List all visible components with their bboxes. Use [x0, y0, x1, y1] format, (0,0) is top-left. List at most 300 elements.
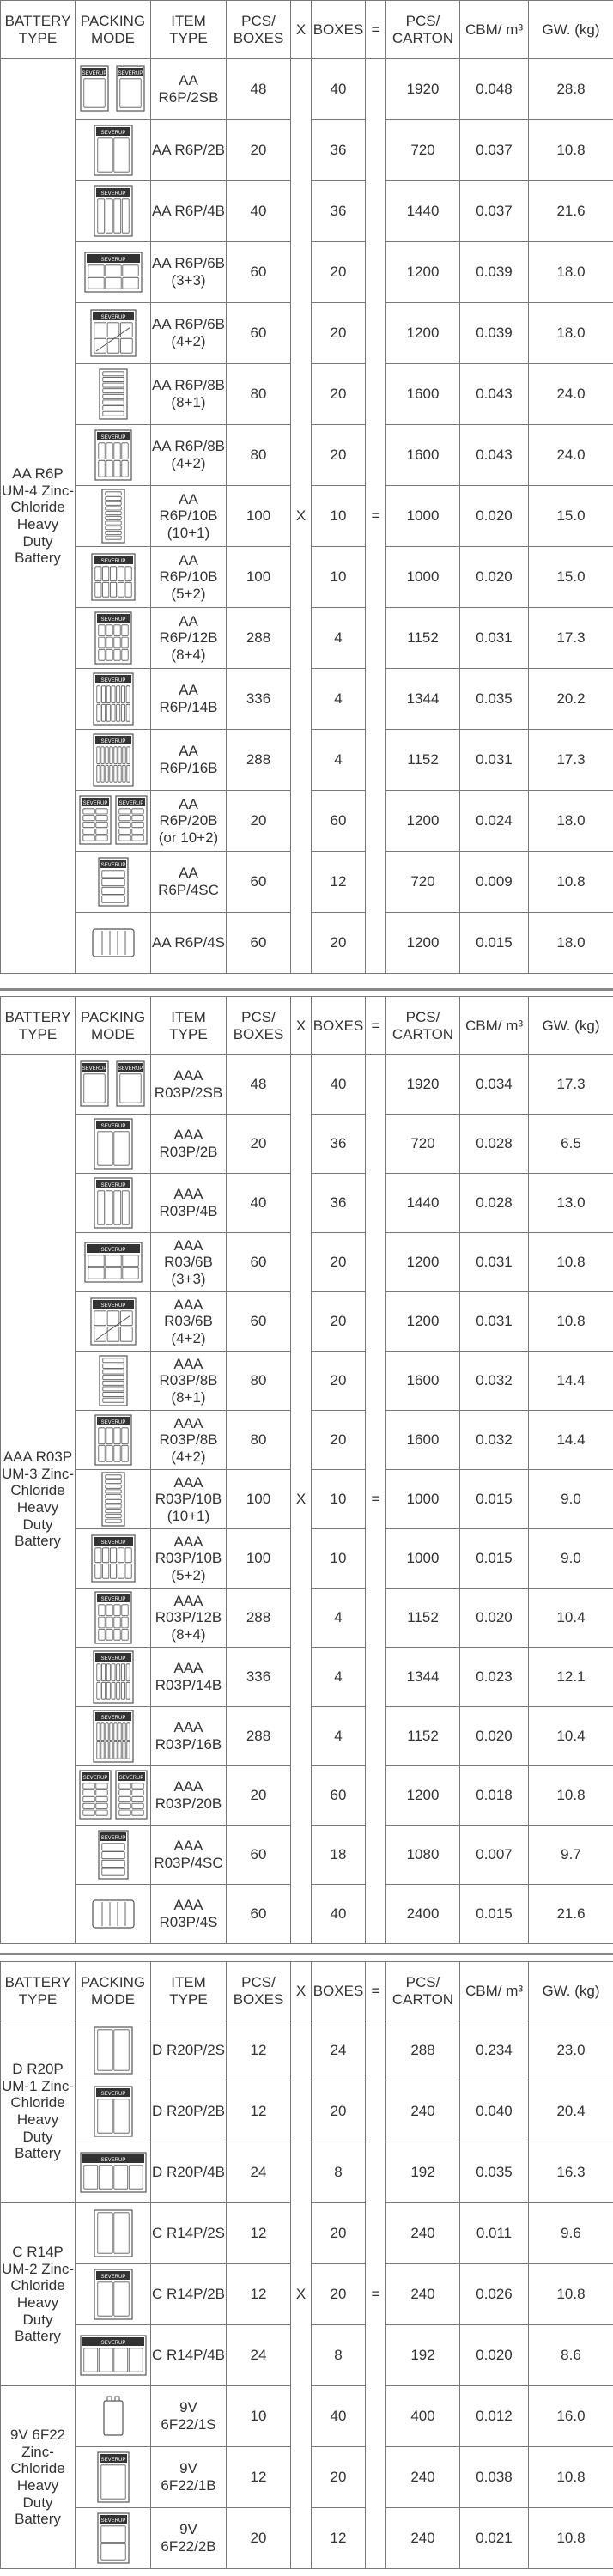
packing-mode-cell — [76, 608, 151, 669]
gross-weight-cell: 16.0 — [529, 2386, 613, 2447]
cbm-cell: 0.024 — [460, 791, 529, 852]
packing-mode-cell — [76, 1885, 151, 1944]
item-type-cell: AA R6P/14B — [151, 669, 227, 730]
aa-spec-section — [0, 0, 613, 974]
pcs-boxes-cell: 12 — [227, 2081, 291, 2142]
battery-pack-icon — [76, 1117, 150, 1170]
gross-weight-cell: 14.4 — [529, 1352, 613, 1411]
header-item-type: ITEM TYPE — [151, 1962, 227, 2020]
gross-weight-cell: 10.8 — [529, 2447, 613, 2508]
item-type-cell: AA R6P/20B (or 10+2) — [151, 791, 227, 852]
gross-weight-cell: 15.0 — [529, 486, 613, 547]
packing-mode-cell — [76, 303, 151, 364]
cbm-cell: 0.037 — [460, 181, 529, 242]
packing-mode-cell — [76, 1826, 151, 1885]
packing-mode-cell — [76, 791, 151, 852]
item-type-cell: C R14P/2B — [151, 2264, 227, 2325]
pcs-boxes-cell: 20 — [227, 1766, 291, 1826]
battery-pack-icon — [76, 251, 150, 294]
pcs-carton-cell: 240 — [386, 2447, 460, 2508]
pcs-carton-cell: 240 — [386, 2203, 460, 2264]
gross-weight-cell: 20.4 — [529, 2081, 613, 2142]
pcs-boxes-cell: 48 — [227, 1055, 291, 1115]
svg-text:SEVERUP: SEVERUP — [100, 2275, 125, 2280]
table-row — [1, 2020, 613, 2081]
header-cbm: CBM/ m³ — [460, 1962, 529, 2020]
boxes-cell: 8 — [312, 2142, 366, 2203]
battery-pack-icon — [76, 671, 150, 726]
svg-text:SEVERUP: SEVERUP — [100, 2092, 125, 2097]
cbm-cell: 0.020 — [460, 547, 529, 608]
svg-text:SEVERUP: SEVERUP — [100, 2518, 125, 2524]
item-type-cell: D R20P/4B — [151, 2142, 227, 2203]
battery-type-cell: AA R6P UM-4 Zinc-Chloride Heavy Duty Battery — [1, 59, 76, 974]
svg-text:SEVERUP: SEVERUP — [100, 2158, 125, 2163]
cbm-cell: 0.028 — [460, 1174, 529, 1233]
header-item-type: ITEM TYPE — [151, 997, 227, 1055]
gross-weight-cell: 8.6 — [529, 2325, 613, 2386]
equals-sign: = — [366, 2020, 386, 2569]
packing-mode-cell — [76, 2142, 151, 2203]
gross-weight-cell: 14.4 — [529, 1411, 613, 1470]
gross-weight-cell: 10.4 — [529, 1589, 613, 1648]
item-type-cell: AA R6P/12B (8+4) — [151, 608, 227, 669]
packing-mode-cell — [76, 2081, 151, 2142]
cbm-cell: 0.038 — [460, 2447, 529, 2508]
cbm-cell: 0.015 — [460, 1885, 529, 1944]
battery-pack-icon — [76, 2208, 150, 2258]
boxes-cell: 20 — [312, 913, 366, 974]
cbm-cell: 0.048 — [460, 59, 529, 120]
pcs-carton-cell: 2400 — [386, 1885, 460, 1944]
packing-mode-cell — [76, 2508, 151, 2569]
battery-pack-icon — [76, 732, 150, 787]
section-divider — [0, 988, 613, 991]
item-type-cell: 9V 6F22/2B — [151, 2508, 227, 2569]
pcs-boxes-cell: 60 — [227, 913, 291, 974]
gross-weight-cell: 13.0 — [529, 1174, 613, 1233]
battery-pack-icon — [76, 1241, 150, 1284]
aaa-spec-table — [0, 996, 613, 1944]
gross-weight-cell: 10.8 — [529, 1766, 613, 1826]
header-packing-mode: PACKING MODE — [76, 997, 151, 1055]
item-type-cell: AAA R03P/14B — [151, 1648, 227, 1707]
battery-pack-icon — [76, 1413, 150, 1467]
packing-mode-cell — [76, 364, 151, 425]
pcs-carton-cell: 1200 — [386, 242, 460, 303]
battery-pack-icon — [76, 124, 150, 177]
table-header-row — [1, 1, 613, 59]
gross-weight-cell: 17.3 — [529, 608, 613, 669]
item-type-cell: AA R6P/2B — [151, 120, 227, 181]
svg-text:SEVERUP: SEVERUP — [100, 1303, 125, 1309]
pcs-carton-cell: 240 — [386, 2264, 460, 2325]
header-gross-weight: GW. (kg) — [529, 1, 613, 59]
packing-mode-cell — [76, 2020, 151, 2081]
pcs-carton-cell: 192 — [386, 2142, 460, 2203]
multiply-sign: X — [291, 59, 312, 974]
pcs-carton-cell: 1200 — [386, 913, 460, 974]
boxes-cell: 36 — [312, 120, 366, 181]
battery-pack-icon — [76, 2334, 150, 2377]
battery-type-cell: C R14P UM-2 Zinc-Chloride Heavy Duty Battery — [1, 2203, 76, 2386]
pcs-carton-cell: 1200 — [386, 1766, 460, 1826]
header-cbm: CBM/ m³ — [460, 997, 529, 1055]
header-packing-mode: PACKING MODE — [76, 1962, 151, 2020]
battery-pack-icon — [76, 1829, 150, 1880]
table-header-row — [1, 997, 613, 1055]
pcs-carton-cell: 1600 — [386, 364, 460, 425]
pcs-carton-cell: 1152 — [386, 608, 460, 669]
battery-pack-icon — [76, 1060, 150, 1109]
pcs-boxes-cell: 60 — [227, 1292, 291, 1352]
packing-mode-cell — [76, 1707, 151, 1766]
pcs-boxes-cell: 10 — [227, 2386, 291, 2447]
d-c-9v-spec-section — [0, 1961, 613, 2569]
boxes-cell: 36 — [312, 181, 366, 242]
cbm-cell: 0.015 — [460, 1529, 529, 1589]
battery-pack-icon — [76, 2512, 150, 2565]
item-type-cell: 9V 6F22/1S — [151, 2386, 227, 2447]
pcs-boxes-cell: 80 — [227, 1352, 291, 1411]
battery-pack-icon — [76, 1897, 150, 1931]
battery-pack-icon — [76, 2151, 150, 2194]
boxes-cell: 4 — [312, 1707, 366, 1766]
header-battery-type: BATTERY TYPE — [1, 997, 76, 1055]
multiply-sign: X — [291, 2020, 312, 2569]
boxes-cell: 20 — [312, 425, 366, 486]
item-type-cell: AAA R03P/4B — [151, 1174, 227, 1233]
gross-weight-cell: 21.6 — [529, 181, 613, 242]
item-type-cell: AA R6P/4B — [151, 181, 227, 242]
pcs-boxes-cell: 100 — [227, 1470, 291, 1529]
pcs-carton-cell: 1200 — [386, 791, 460, 852]
pcs-carton-cell: 1344 — [386, 1648, 460, 1707]
cbm-cell: 0.012 — [460, 2386, 529, 2447]
equals-sign: = — [366, 59, 386, 974]
pcs-boxes-cell: 60 — [227, 303, 291, 364]
pcs-carton-cell: 1000 — [386, 1529, 460, 1589]
svg-text:SEVERUP: SEVERUP — [100, 1836, 125, 1841]
packing-mode-cell — [76, 2325, 151, 2386]
pcs-boxes-cell: 288 — [227, 1589, 291, 1648]
pcs-boxes-cell: 20 — [227, 791, 291, 852]
pcs-boxes-cell: 20 — [227, 120, 291, 181]
pcs-carton-cell: 1000 — [386, 547, 460, 608]
boxes-cell: 60 — [312, 1766, 366, 1826]
packing-mode-cell — [76, 852, 151, 913]
boxes-cell: 20 — [312, 2203, 366, 2264]
gross-weight-cell: 10.8 — [529, 1233, 613, 1292]
header-multiply: X — [291, 1962, 312, 2020]
gross-weight-cell: 23.0 — [529, 2020, 613, 2081]
pcs-carton-cell: 1200 — [386, 303, 460, 364]
packing-mode-cell — [76, 913, 151, 974]
packing-mode-cell — [76, 1233, 151, 1292]
cbm-cell: 0.020 — [460, 1707, 529, 1766]
header-item-type: ITEM TYPE — [151, 1, 227, 59]
pcs-boxes-cell: 80 — [227, 425, 291, 486]
item-type-cell: AAA R03P/8B (4+2) — [151, 1411, 227, 1470]
boxes-cell: 12 — [312, 852, 366, 913]
packing-mode-cell — [76, 1352, 151, 1411]
svg-text:SEVERUP: SEVERUP — [100, 1597, 125, 1602]
packing-mode-cell — [76, 547, 151, 608]
battery-pack-icon — [76, 64, 150, 114]
item-type-cell: 9V 6F22/1B — [151, 2447, 227, 2508]
header-multiply: X — [291, 1, 312, 59]
packing-mode-cell — [76, 1115, 151, 1174]
battery-pack-icon — [76, 2451, 150, 2504]
header-gross-weight: GW. (kg) — [529, 1962, 613, 2020]
battery-pack-icon — [76, 1534, 150, 1583]
cbm-cell: 0.031 — [460, 1292, 529, 1352]
svg-text:SEVERUP: SEVERUP — [100, 258, 125, 263]
boxes-cell: 4 — [312, 608, 366, 669]
battery-pack-icon — [76, 1176, 150, 1230]
cbm-cell: 0.039 — [460, 303, 529, 364]
boxes-cell: 20 — [312, 1292, 366, 1352]
packing-mode-cell — [76, 425, 151, 486]
pcs-boxes-cell: 60 — [227, 1826, 291, 1885]
gross-weight-cell: 10.8 — [529, 2508, 613, 2569]
cbm-cell: 0.040 — [460, 2081, 529, 2142]
pcs-carton-cell: 192 — [386, 2325, 460, 2386]
gross-weight-cell: 9.6 — [529, 2203, 613, 2264]
pcs-carton-cell: 1920 — [386, 1055, 460, 1115]
pcs-carton-cell: 1920 — [386, 59, 460, 120]
pcs-carton-cell: 288 — [386, 2020, 460, 2081]
boxes-cell: 18 — [312, 1826, 366, 1885]
svg-text:SEVERUP: SEVERUP — [100, 1124, 125, 1129]
boxes-cell: 36 — [312, 1115, 366, 1174]
battery-pack-icon — [76, 794, 150, 848]
gross-weight-cell: 18.0 — [529, 913, 613, 974]
item-type-cell: AAA R03P/2B — [151, 1115, 227, 1174]
cbm-cell: 0.011 — [460, 2203, 529, 2264]
item-type-cell: AAA R03/6B (4+2) — [151, 1292, 227, 1352]
header-pcs-boxes: PCS/ BOXES — [227, 1, 291, 59]
header-packing-mode: PACKING MODE — [76, 1, 151, 59]
battery-type-cell: 9V 6F22 Zinc-Chloride Heavy Duty Battery — [1, 2386, 76, 2569]
cbm-cell: 0.031 — [460, 730, 529, 791]
svg-text:SEVERUP: SEVERUP — [100, 191, 125, 197]
boxes-cell: 4 — [312, 669, 366, 730]
item-type-cell: AA R6P/4SC — [151, 852, 227, 913]
pcs-boxes-cell: 60 — [227, 1885, 291, 1944]
svg-text:SEVERUP: SEVERUP — [100, 559, 125, 564]
item-type-cell: D R20P/2B — [151, 2081, 227, 2142]
pcs-boxes-cell: 12 — [227, 2264, 291, 2325]
pcs-carton-cell: 1600 — [386, 425, 460, 486]
pcs-carton-cell: 1344 — [386, 669, 460, 730]
pcs-boxes-cell: 60 — [227, 852, 291, 913]
pcs-boxes-cell: 80 — [227, 364, 291, 425]
packing-mode-cell — [76, 1174, 151, 1233]
svg-text:SEVERUP: SEVERUP — [100, 1716, 125, 1721]
battery-pack-icon — [76, 1354, 150, 1407]
item-type-cell: AAA R03P/8B (8+1) — [151, 1352, 227, 1411]
pcs-boxes-cell: 336 — [227, 669, 291, 730]
header-pcs-carton: PCS/ CARTON — [386, 1, 460, 59]
pcs-carton-cell: 400 — [386, 2386, 460, 2447]
pcs-carton-cell: 720 — [386, 1115, 460, 1174]
svg-text:SEVERUP: SEVERUP — [100, 1183, 125, 1188]
cbm-cell: 0.020 — [460, 1589, 529, 1648]
boxes-cell: 4 — [312, 1589, 366, 1648]
gross-weight-cell: 18.0 — [529, 791, 613, 852]
cbm-cell: 0.034 — [460, 1055, 529, 1115]
cbm-cell: 0.032 — [460, 1411, 529, 1470]
packing-mode-cell — [76, 2386, 151, 2447]
cbm-cell: 0.043 — [460, 364, 529, 425]
item-type-cell: C R14P/4B — [151, 2325, 227, 2386]
svg-text:SEVERUP: SEVERUP — [100, 678, 125, 683]
packing-mode-cell — [76, 730, 151, 791]
cbm-cell: 0.035 — [460, 669, 529, 730]
boxes-cell: 40 — [312, 1055, 366, 1115]
pcs-carton-cell: 1152 — [386, 730, 460, 791]
item-type-cell: AAA R03P/2SB — [151, 1055, 227, 1115]
svg-text:SEVERUP: SEVERUP — [100, 1540, 125, 1546]
gross-weight-cell: 10.8 — [529, 852, 613, 913]
boxes-cell: 60 — [312, 791, 366, 852]
boxes-cell: 10 — [312, 1470, 366, 1529]
boxes-cell: 4 — [312, 730, 366, 791]
boxes-cell: 20 — [312, 364, 366, 425]
item-type-cell: AAA R03P/10B (10+1) — [151, 1470, 227, 1529]
svg-text:SEVERUP: SEVERUP — [118, 801, 143, 806]
svg-text:SEVERUP: SEVERUP — [118, 1066, 143, 1072]
aaa-spec-section — [0, 996, 613, 1944]
boxes-cell: 20 — [312, 242, 366, 303]
svg-text:SEVERUP: SEVERUP — [100, 315, 125, 320]
gross-weight-cell: 9.0 — [529, 1470, 613, 1529]
table-header-row — [1, 1962, 613, 2020]
cbm-cell: 0.039 — [460, 242, 529, 303]
packing-mode-cell — [76, 1648, 151, 1707]
gross-weight-cell: 17.3 — [529, 730, 613, 791]
battery-pack-icon — [76, 2026, 150, 2075]
boxes-cell: 20 — [312, 2264, 366, 2325]
header-cbm: CBM/ m³ — [460, 1, 529, 59]
gross-weight-cell: 24.0 — [529, 425, 613, 486]
item-type-cell: AAA R03P/12B (8+4) — [151, 1589, 227, 1648]
cbm-cell: 0.020 — [460, 2325, 529, 2386]
pcs-boxes-cell: 20 — [227, 2508, 291, 2569]
boxes-cell: 20 — [312, 1233, 366, 1292]
boxes-cell: 36 — [312, 1174, 366, 1233]
item-type-cell: AA R6P/10B (5+2) — [151, 547, 227, 608]
packing-mode-cell — [76, 242, 151, 303]
gross-weight-cell: 10.8 — [529, 1292, 613, 1352]
svg-text:SEVERUP: SEVERUP — [100, 739, 125, 744]
gross-weight-cell: 10.8 — [529, 2264, 613, 2325]
table-row — [1, 59, 613, 120]
gross-weight-cell: 24.0 — [529, 364, 613, 425]
cbm-cell: 0.028 — [460, 1115, 529, 1174]
packing-mode-cell — [76, 1766, 151, 1826]
gross-weight-cell: 15.0 — [529, 547, 613, 608]
item-type-cell: D R20P/2S — [151, 2020, 227, 2081]
header-boxes: BOXES — [312, 1, 366, 59]
pcs-carton-cell: 1440 — [386, 181, 460, 242]
gross-weight-cell: 21.6 — [529, 1885, 613, 1944]
pcs-boxes-cell: 80 — [227, 1411, 291, 1470]
battery-pack-icon — [76, 856, 150, 908]
packing-mode-cell — [76, 1292, 151, 1352]
pcs-boxes-cell: 12 — [227, 2203, 291, 2264]
battery-pack-icon — [76, 1769, 150, 1822]
pcs-carton-cell: 1152 — [386, 1707, 460, 1766]
header-pcs-carton: PCS/ CARTON — [386, 997, 460, 1055]
gross-weight-cell: 17.3 — [529, 1055, 613, 1115]
boxes-cell: 10 — [312, 1529, 366, 1589]
battery-pack-icon — [76, 1590, 150, 1645]
item-type-cell: AA R6P/10B (10+1) — [151, 486, 227, 547]
pcs-carton-cell: 1200 — [386, 1233, 460, 1292]
svg-text:SEVERUP: SEVERUP — [100, 1248, 125, 1253]
battery-pack-icon — [76, 308, 150, 358]
pcs-carton-cell: 240 — [386, 2081, 460, 2142]
svg-text:SEVERUP: SEVERUP — [100, 2341, 125, 2346]
pcs-boxes-cell: 100 — [227, 486, 291, 547]
item-type-cell: AAA R03P/20B — [151, 1766, 227, 1826]
battery-type-cell: AAA R03P UM-3 Zinc-Chloride Heavy Duty Battery — [1, 1055, 76, 1944]
cbm-cell: 0.015 — [460, 1470, 529, 1529]
battery-pack-icon — [76, 611, 150, 665]
item-type-cell: AAA R03P/16B — [151, 1707, 227, 1766]
pcs-boxes-cell: 288 — [227, 1707, 291, 1766]
battery-pack-icon — [76, 2268, 150, 2321]
svg-text:SEVERUP: SEVERUP — [100, 1420, 125, 1425]
header-equals: = — [366, 1, 386, 59]
cbm-cell: 0.031 — [460, 1233, 529, 1292]
pcs-boxes-cell: 288 — [227, 730, 291, 791]
packing-mode-cell — [76, 1470, 151, 1529]
svg-text:SEVERUP: SEVERUP — [100, 2458, 125, 2463]
battery-pack-icon — [76, 1297, 150, 1346]
svg-text:SEVERUP: SEVERUP — [100, 435, 125, 440]
pcs-boxes-cell: 24 — [227, 2325, 291, 2386]
header-pcs-carton: PCS/ CARTON — [386, 1962, 460, 2020]
header-pcs-boxes: PCS/ BOXES — [227, 997, 291, 1055]
pcs-boxes-cell: 288 — [227, 608, 291, 669]
aa-spec-table — [0, 0, 613, 974]
packing-mode-cell — [76, 1589, 151, 1648]
gross-weight-cell: 9.0 — [529, 1529, 613, 1589]
cbm-cell: 0.018 — [460, 1766, 529, 1826]
battery-pack-icon — [76, 1649, 150, 1704]
cbm-cell: 0.026 — [460, 2264, 529, 2325]
pcs-carton-cell: 720 — [386, 852, 460, 913]
item-type-cell: AAA R03P/4S — [151, 1885, 227, 1944]
cbm-cell: 0.032 — [460, 1352, 529, 1411]
packing-mode-cell — [76, 2264, 151, 2325]
table-row — [1, 1055, 613, 1115]
item-type-cell: AA R6P/16B — [151, 730, 227, 791]
packing-mode-cell — [76, 1411, 151, 1470]
cbm-cell: 0.023 — [460, 1648, 529, 1707]
cbm-cell: 0.035 — [460, 2142, 529, 2203]
cbm-cell: 0.031 — [460, 608, 529, 669]
packing-mode-cell — [76, 2203, 151, 2264]
svg-text:SEVERUP: SEVERUP — [82, 1776, 107, 1781]
gross-weight-cell: 6.5 — [529, 1115, 613, 1174]
multiply-sign: X — [291, 1055, 312, 1944]
boxes-cell: 4 — [312, 1648, 366, 1707]
battery-pack-icon — [76, 185, 150, 238]
